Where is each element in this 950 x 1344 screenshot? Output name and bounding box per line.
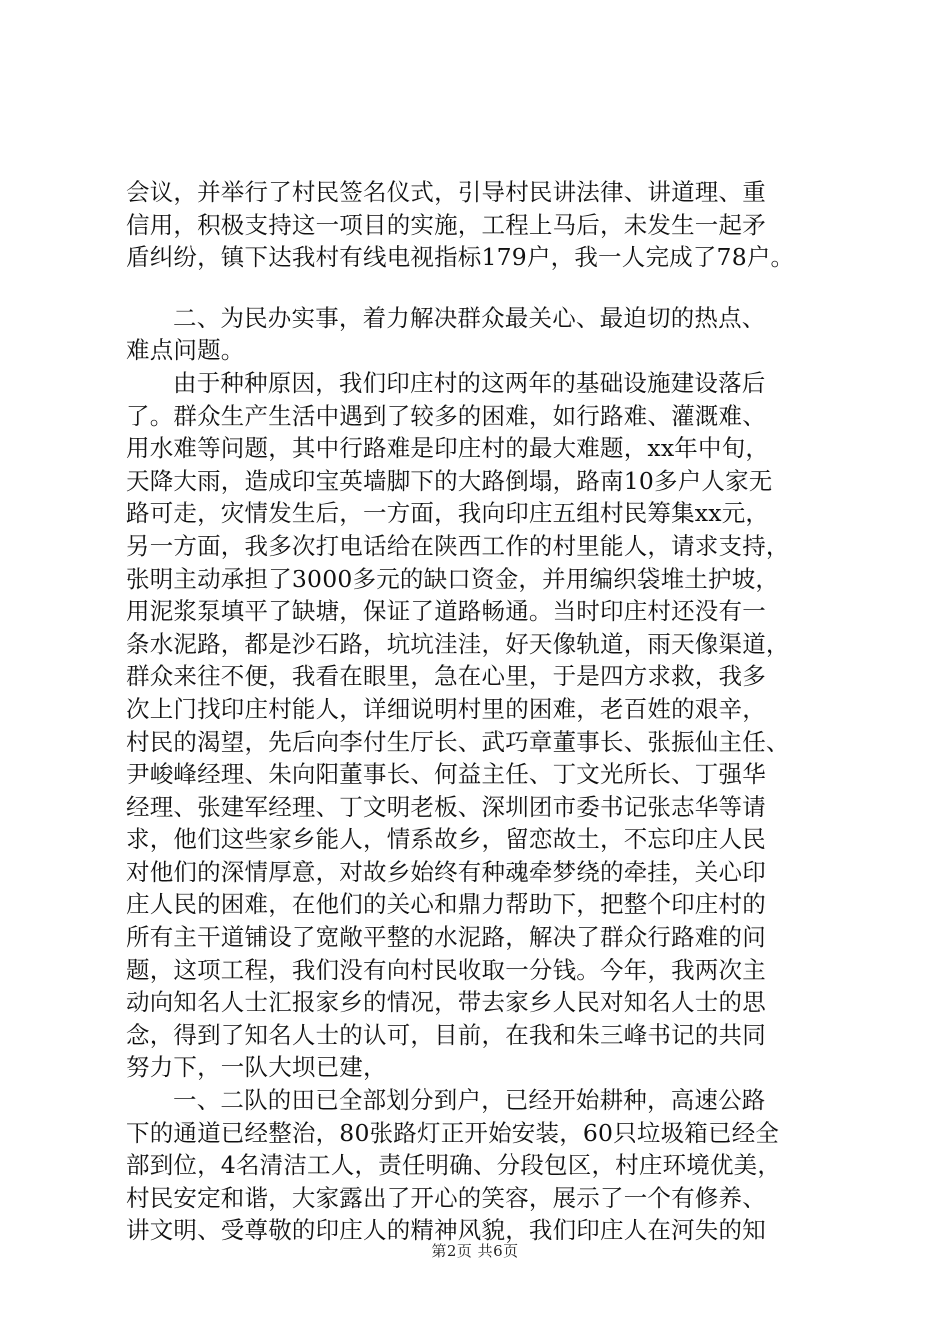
paragraph-spacer bbox=[126, 274, 826, 302]
text-line: 张明主动承担了3000多元的缺口资金，并用编织袋堆土护坡， bbox=[126, 564, 780, 593]
text-line: 求，他们这些家乡能人，情系故乡，留恋故土，不忘印庄人民 bbox=[126, 825, 766, 854]
text-line: 村民安定和谐，大家露出了开心的笑容，展示了一个有修养、 bbox=[126, 1183, 766, 1212]
text-line: 经理、张建军经理、丁文明老板、深圳团市委书记张志华等请 bbox=[126, 792, 766, 821]
text-line: 由于种种原因，我们印庄村的这两年的基础设施建设落后 bbox=[173, 368, 766, 397]
text-line: 群众来往不便，我看在眼里，急在心里，于是四方求救，我多 bbox=[126, 662, 766, 691]
text-line: 另一方面，我多次打电话给在陕西工作的村里能人，请求支持， bbox=[126, 531, 790, 560]
section-heading-2 bbox=[126, 302, 826, 367]
paragraph-2 bbox=[126, 367, 826, 1084]
text-line: 信用，积极支持这一项目的实施，工程上马后，未发生一起矛 bbox=[126, 210, 766, 239]
text-line: 一、二队的田已全部划分到户，已经开始耕种，高速公路 bbox=[173, 1086, 766, 1115]
text-line: 村民的渴望，先后向李付生厅长、武巧章董事长、张振仙主任、 bbox=[126, 727, 790, 756]
text-line: 部到位，4名清洁工人，责任明确、分段包区，村庄环境优美， bbox=[126, 1151, 782, 1180]
text-line: 用水难等问题，其中行路难是印庄村的最大难题，xx年中旬， bbox=[126, 434, 770, 463]
text-line: 路可走，灾情发生后，一方面，我向印庄五组村民筹集xx元， bbox=[126, 499, 770, 528]
text-line: 庄人民的困难，在他们的关心和鼎力帮助下，把整个印庄村的 bbox=[126, 890, 766, 919]
text-line: 努力下，一队大坝已建， bbox=[126, 1053, 387, 1082]
text-line: 下的通道已经整治，80张路灯正开始安装，60只垃圾箱已经全 bbox=[126, 1118, 780, 1147]
text-line: 天降大雨，造成印宝英墙脚下的大路倒塌，路南10多户人家无 bbox=[126, 466, 773, 495]
text-line: 尹峻峰经理、朱向阳董事长、何益主任、丁文光所长、丁强华 bbox=[126, 760, 766, 789]
paragraph-3 bbox=[126, 1084, 826, 1247]
text-line: 所有主干道铺设了宽敞平整的水泥路，解决了群众行路难的问 bbox=[126, 923, 766, 952]
text-line: 题，这项工程，我们没有向村民收取一分钱。今年，我两次主 bbox=[126, 955, 766, 984]
text-line: 讲文明、受尊敬的印庄人的精神风貌，我们印庄人在河失的知 bbox=[126, 1216, 766, 1245]
text-line: 念，得到了知名人士的认可，目前，在我和朱三峰书记的共同 bbox=[126, 1020, 766, 1049]
text-line: 条水泥路，都是沙石路，坑坑洼洼，好天像轨道，雨天像渠道， bbox=[126, 629, 790, 658]
text-line: 会议，并举行了村民签名仪式，引导村民讲法律、讲道理、重 bbox=[126, 178, 766, 206]
text-line: 盾纠纷，镇下达我村有线电视指标179户，我一人完成了78户。 bbox=[126, 243, 795, 272]
page-number-footer: 第2页 共6页 bbox=[431, 1242, 519, 1260]
text-line: 次上门找印庄村能人，详细说明村里的困难，老百姓的艰辛， bbox=[126, 694, 766, 723]
heading-line: 难点问题。 bbox=[126, 336, 245, 365]
text-line: 对他们的深情厚意，对故乡始终有种魂牵梦绕的牵挂，关心印 bbox=[126, 857, 766, 886]
text-line: 动向知名人士汇报家乡的情况，带去家乡人民对知名人士的思 bbox=[126, 988, 766, 1017]
paragraph-1 bbox=[126, 176, 826, 274]
document-body bbox=[126, 176, 826, 1247]
text-line: 了。群众生产生活中遇到了较多的困难，如行路难、灌溉难、 bbox=[126, 401, 766, 430]
text-line: 用泥浆泵填平了缺塘，保证了道路畅通。当时印庄村还没有一 bbox=[126, 597, 766, 626]
heading-line: 二、为民办实事，着力解决群众最关心、最迫切的热点、 bbox=[173, 303, 766, 332]
